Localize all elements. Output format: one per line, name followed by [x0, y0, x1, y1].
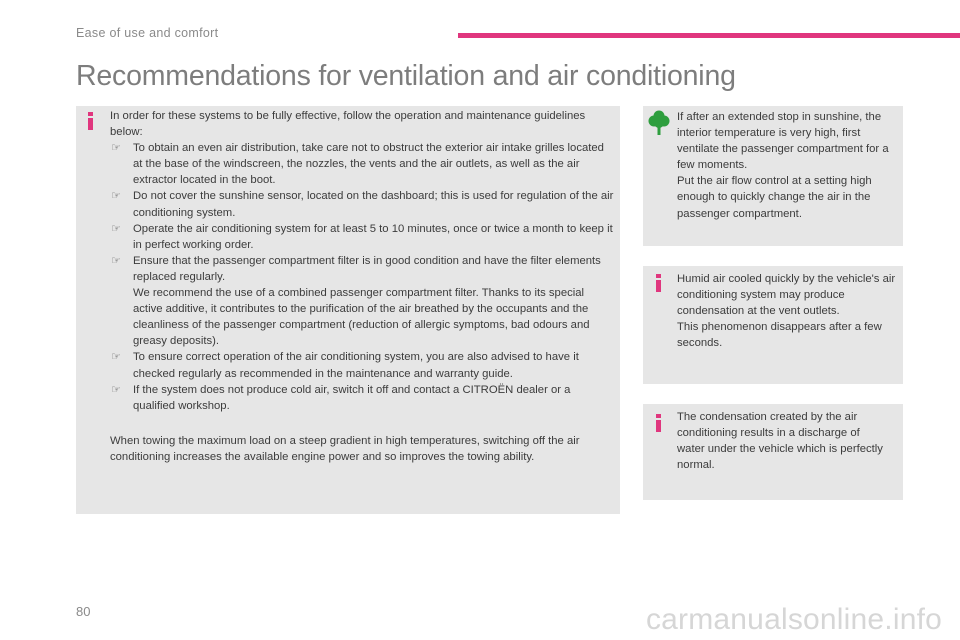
eco-tip-box [643, 106, 903, 246]
list-item: ☞ To obtain an even air distribution, take care not to obstruct the exterior air intake grilles located at the base of the windscreen, the nozzles, the vents and the air outlets, as well as the air extractor located in the boot. [110, 140, 614, 188]
eco-tip-text [677, 109, 899, 222]
humid-air-paragraph: This phenomenon disappears after a few seconds. [677, 321, 882, 350]
condensation-text [677, 409, 889, 473]
list-item-text: Ensure that the passenger compartment filter is in good condition and have the filter elements replaced regularly. [133, 254, 601, 283]
humid-air-text [677, 271, 899, 351]
humid-air-paragraph: Humid air cooled quickly by the vehicle's air conditioning system may produce condensation at the vent outlets. [677, 273, 896, 318]
main-recommendations-box [76, 106, 620, 514]
guideline-list [110, 140, 614, 414]
section-label: Ease of use and comfort [76, 26, 219, 40]
page-title: Recommendations for ventilation and air conditioning [76, 60, 736, 92]
condensation-info-box [643, 404, 903, 500]
intro-text: In order for these systems to be fully effective, follow the operation and maintenance guidelines below: [110, 110, 586, 139]
list-item [110, 253, 614, 350]
list-item: ☞ If the system does not produce cold air, switch it off and contact a CITROËN dealer or a qualified workshop. [110, 382, 614, 414]
list-item: ☞ Do not cover the sunshine sensor, located on the dashboard; this is used for regulation of the air conditioning system. [110, 188, 614, 220]
towing-note: When towing the maximum load on a steep gradient in high temperatures, switching off the air conditioning increases the available engine power and so improves the towing ability. [110, 434, 580, 463]
list-item: ☞ Operate the air conditioning system for at least 5 to 10 minutes, once or twice a month to keep it in perfect working order. [110, 221, 614, 253]
eco-tip-paragraph: Put the air flow control at a setting high enough to quickly change the air in the passenger compartment. [677, 175, 872, 220]
filter-note: We recommend the use of a combined passenger compartment filter. Thanks to its special active additive, it contributes to the purification of the air breathed by the occupants and the cleanliness of the passenger compartment (reduction of allergic symptoms, bad odours and greasy deposits). [133, 287, 590, 348]
humid-air-info-box [643, 266, 903, 384]
watermark: carmanualsonline.info [645, 603, 942, 636]
condensation-paragraph: The condensation created by the air conditioning results in a discharge of water under the vehicle which is perfectly normal. [677, 411, 883, 472]
main-text [110, 108, 614, 465]
eco-tip-paragraph: If after an extended stop in sunshine, the interior temperature is very high, first ventilate the passenger compartment for a few moments. [677, 111, 889, 172]
tree-icon [648, 110, 670, 136]
list-item: ☞ To ensure correct operation of the air conditioning system, you are also advised to have it checked regularly as recommended in the maintenance and warranty guide. [110, 349, 614, 381]
page-number: 80 [76, 604, 91, 619]
section-accent-bar [458, 33, 960, 38]
